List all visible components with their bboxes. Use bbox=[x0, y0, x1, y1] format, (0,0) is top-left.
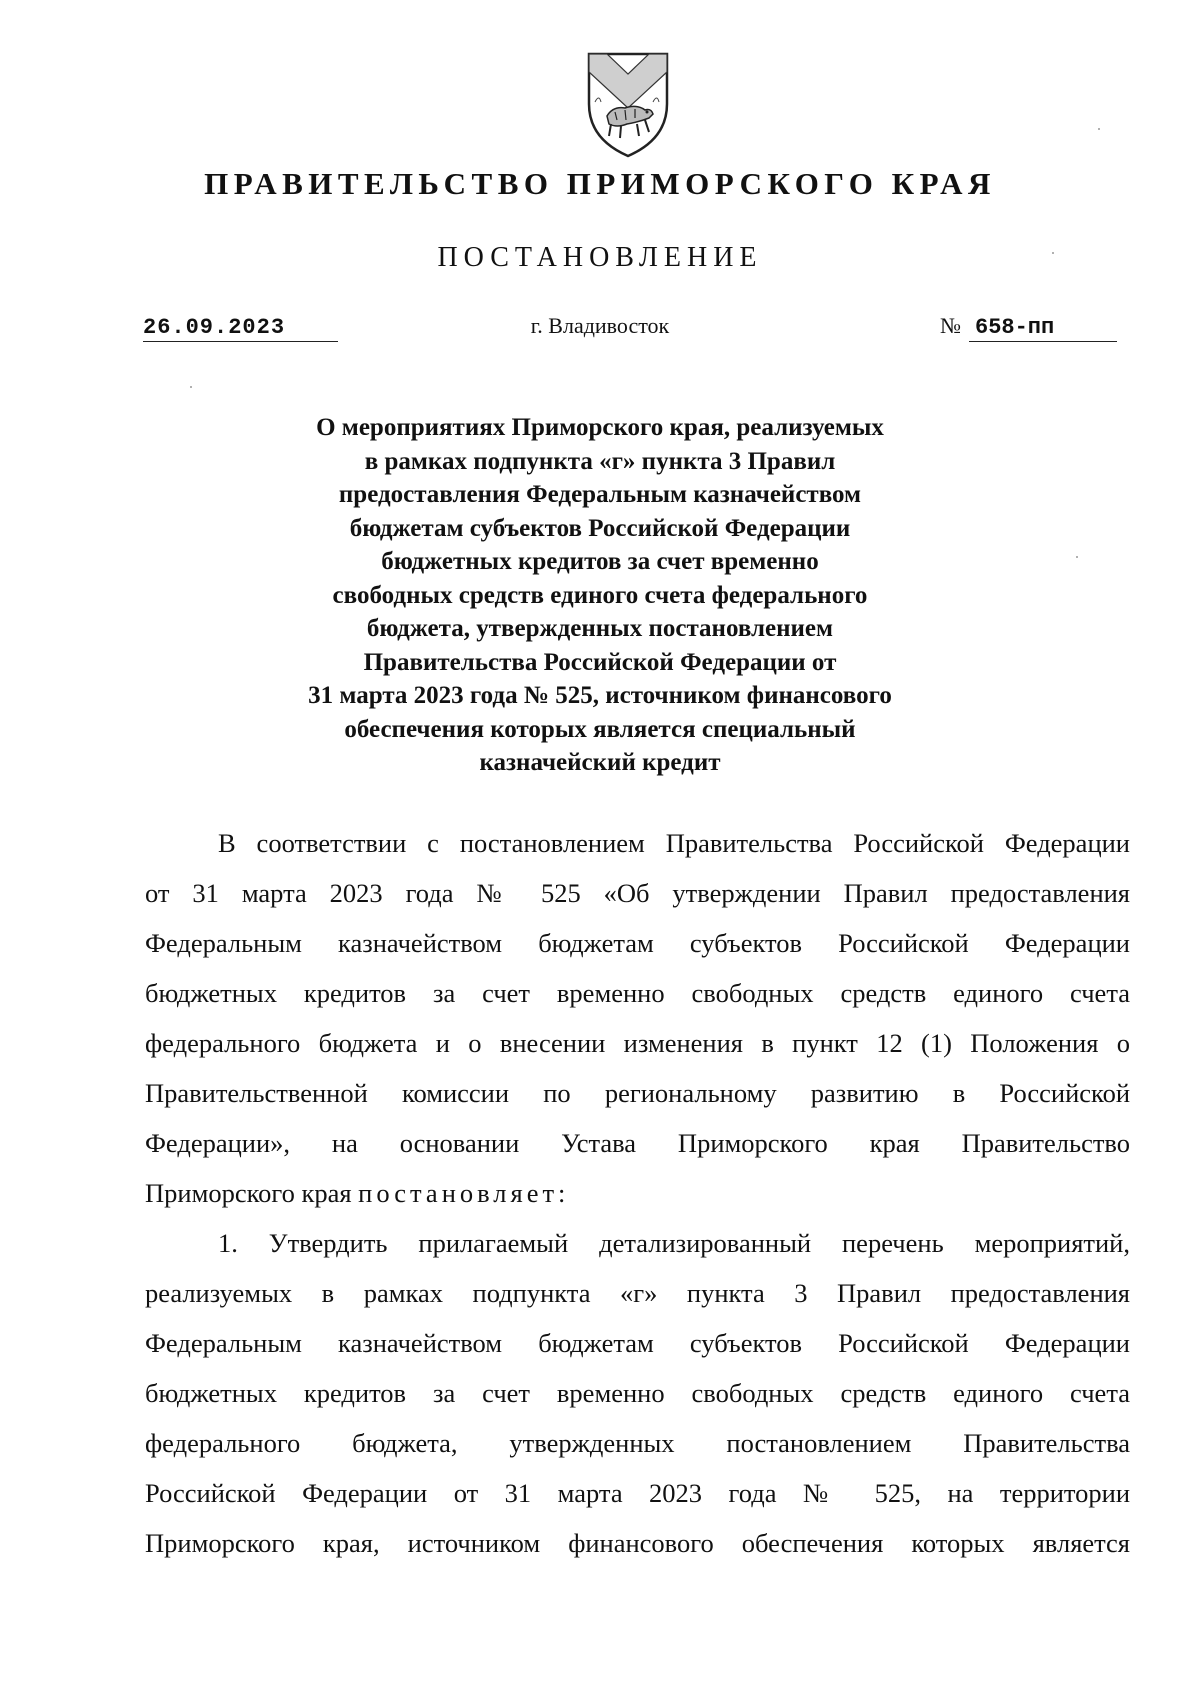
title-line: бюджетных кредитов за счет временно bbox=[381, 548, 819, 575]
body-line: Приморского края, источником финансового обеспечения которых является bbox=[145, 1528, 1130, 1558]
body-line: Правительственной комиссии по региональному развитию в Российской bbox=[145, 1078, 1130, 1108]
document-number bbox=[940, 313, 1117, 342]
coat-of-arms-emblem bbox=[579, 44, 677, 162]
title-line: обеспечения которых является специальный bbox=[344, 715, 856, 743]
document-title bbox=[220, 411, 980, 780]
title-line: казначейский кредит bbox=[479, 749, 721, 776]
body-line: Федерации», на основании Устава Приморского края Правительство bbox=[145, 1128, 1130, 1158]
title-line: Правительства Российской Федерации от bbox=[363, 648, 837, 676]
title-line: бюджетам субъектов Российской Федерации bbox=[349, 514, 851, 542]
title-line: предоставления Федеральным казначейством bbox=[338, 481, 862, 508]
body-line-resolution bbox=[145, 1168, 1130, 1218]
scan-speck bbox=[1076, 556, 1078, 558]
number-value: 658-пп bbox=[969, 315, 1117, 342]
body-line: В соответствии с постановлением Правительства Российской Федерации bbox=[218, 828, 1130, 858]
body-line: федерального бюджета и о внесении изменения в пункт 12 (1) Положения о bbox=[145, 1028, 1130, 1058]
title-line: свободных средств единого счета федерального bbox=[332, 581, 868, 609]
number-sign: № bbox=[940, 313, 961, 338]
document-date: 26.09.2023 bbox=[143, 315, 338, 342]
body-line: 1. Утвердить прилагаемый детализированный перечень мероприятий, bbox=[218, 1228, 1130, 1258]
body-line: Федеральным казначейством бюджетам субъектов Российской Федерации bbox=[145, 1328, 1130, 1358]
body-line: бюджетных кредитов за счет временно свободных средств единого счета bbox=[145, 978, 1130, 1008]
body-line: от 31 марта 2023 года № 525 «Об утверждении Правил предоставления bbox=[145, 878, 1130, 908]
body-text: Приморского края bbox=[145, 1178, 359, 1208]
resolves-word: постановляет: bbox=[358, 1178, 570, 1208]
government-name: ПРАВИТЕЛЬСТВО ПРИМОРСКОГО КРАЯ bbox=[204, 166, 996, 201]
title-line: О мероприятиях Приморского края, реализуемых bbox=[316, 414, 884, 441]
title-line: бюджета, утвержденных постановлением bbox=[366, 615, 834, 642]
document-type: ПОСТАНОВЛЕНИЕ bbox=[437, 242, 763, 273]
scan-speck bbox=[1098, 128, 1100, 130]
scan-speck bbox=[1052, 252, 1054, 254]
title-line: 31 марта 2023 года № 525, источником финансового bbox=[308, 682, 892, 709]
body-line: Российской Федерации от 31 марта 2023 года № 525, на территории bbox=[145, 1478, 1130, 1508]
document-body bbox=[145, 818, 1130, 1568]
body-line: Федеральным казначейством бюджетам субъектов Российской Федерации bbox=[145, 928, 1130, 958]
title-line: в рамках подпункта «г» пункта 3 Правил bbox=[364, 447, 836, 475]
document-city: г. Владивосток bbox=[530, 313, 670, 338]
body-line: реализуемых в рамках подпункта «г» пункта 3 Правил предоставления bbox=[145, 1278, 1130, 1308]
body-line: бюджетных кредитов за счет временно свободных средств единого счета bbox=[145, 1378, 1130, 1408]
scan-speck bbox=[190, 386, 192, 388]
body-line: федерального бюджета, утвержденных постановлением Правительства bbox=[145, 1428, 1130, 1458]
